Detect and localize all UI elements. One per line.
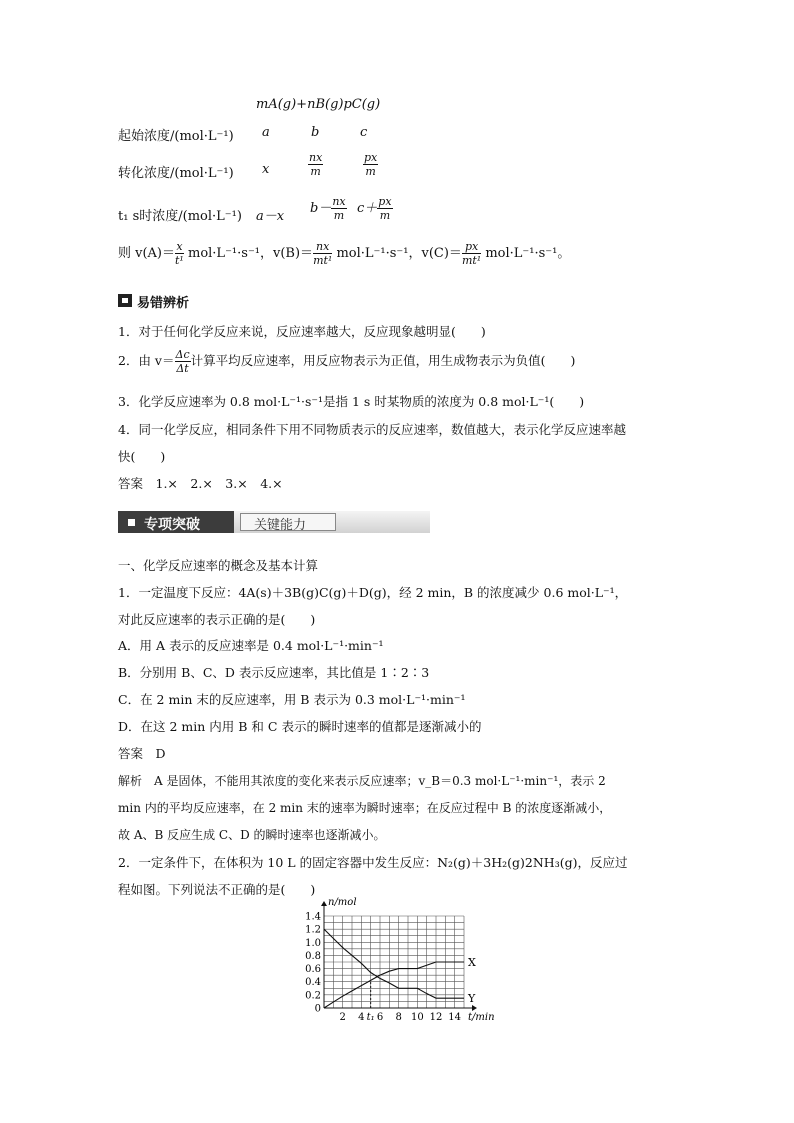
- banner-title: 专项突破: [144, 517, 200, 533]
- y-tick-label: 0.6: [305, 964, 321, 976]
- y-tick-label: 0.4: [305, 977, 321, 989]
- errors-answer: 答案 1.× 2.× 3.× 4.×: [118, 476, 283, 491]
- y-tick-label: 0: [314, 1003, 321, 1015]
- x-tick-label: 8: [395, 1012, 402, 1023]
- row-change-b-fraction: $\frac{nx}{m}$: [309, 151, 323, 178]
- error-item-3: 3．化学反应速率为 0.8 mol·L⁻¹·s⁻¹是指 1 s 时某物质的浓度为 0.8 mol·L⁻¹( ): [118, 394, 585, 409]
- row-change-c-fraction: $\frac{px}{m}$: [364, 151, 378, 178]
- error-item-4-line1: 4．同一化学反应，相同条件下用不同物质表示的反应速率，数值越大，表示化学反应速率越: [118, 422, 626, 437]
- mole-time-chart: [290, 897, 510, 1030]
- series-label-y: Y: [468, 992, 476, 1006]
- rate-formula-line: 则 v(A)＝ $\frac{x}{\text{t¹}}$ mol·L⁻¹·s⁻¹，v(B)＝ $\frac{nx}{\text{mt¹}}$ mol·L⁻¹·s⁻¹，v(C)＝ $\frac{px}{\text{mt¹}}$ mol·L⁻¹·s⁻¹。: [118, 240, 571, 267]
- option-b: B．分别用 B、C、D 表示反应速率，其比值是 1∶2∶3: [118, 665, 430, 680]
- x-tick-label: 2: [339, 1012, 346, 1023]
- y-tick-label: 1.2: [305, 924, 321, 936]
- option-c: C．在 2 min 末的反应速率，用 B 表示为 0.3 mol·L⁻¹·min⁻¹: [118, 692, 466, 707]
- row-t1-label: t₁ s时浓度/(mol·L⁻¹): [118, 209, 242, 224]
- row-t1-b: b－ $\frac{nx}{m}$: [310, 195, 346, 222]
- y-axis-arrow: [321, 901, 327, 906]
- y-tick-label: 1.4: [305, 911, 321, 923]
- row-t1-c: c＋ $\frac{px}{m}$: [357, 195, 392, 222]
- row-change-a: x: [262, 162, 270, 177]
- x-tick-label: 10: [410, 1012, 424, 1023]
- row-change-label: 转化浓度/(mol·L⁻¹): [118, 166, 234, 181]
- x-tick-label: 4: [358, 1012, 365, 1023]
- series-line-x: [324, 962, 464, 1008]
- row-t1-a: a－x: [256, 209, 285, 224]
- y-tick-label: 0.2: [305, 990, 321, 1002]
- explanation-line2: min 内的平均反应速率，在 2 min 末的速率为瞬时速率；在反应过程中 B 的浓度逐渐减小，: [118, 801, 612, 815]
- explanation-line1: 解析 A 是固体，不能用其浓度的变化来表示反应速率；v_B＝0.3 mol·L⁻¹·min⁻¹，表示 2: [118, 774, 606, 788]
- y-axis-label: n/mol: [328, 897, 357, 908]
- option-a: A．用 A 表示的反应速率是 0.4 mol·L⁻¹·min⁻¹: [118, 638, 384, 653]
- row-initial-c: c: [360, 125, 368, 140]
- x-tick-label: 14: [448, 1012, 462, 1023]
- problem2-line2: 程如图。下列说法不正确的是( ): [118, 882, 316, 897]
- section-marker-icon: [118, 294, 132, 307]
- error-item-4-line2: 快( ): [118, 449, 166, 464]
- section-title: 一、化学反应速率的概念及基本计算: [118, 558, 319, 573]
- row-initial-label: 起始浓度/(mol·L⁻¹): [118, 129, 234, 144]
- problem2-line1: 2．一定条件下，在体积为 10 L 的固定容器中发生反应：N₂(g)＋3H₂(g)2NH₃(g)，反应过: [118, 855, 628, 870]
- row-initial-a: a: [262, 125, 270, 140]
- banner-square-icon: [128, 519, 135, 526]
- section-banner: [118, 511, 430, 533]
- x-axis-arrow: [472, 1005, 477, 1011]
- x-axis-label: t/min: [468, 1012, 495, 1023]
- series-line-y: [324, 929, 464, 998]
- reaction-equation: mA(g)+nB(g)pC(g): [256, 97, 381, 112]
- series-label-x: X: [468, 956, 476, 969]
- problem1-line1: 1．一定温度下反应：4A(s)＋3B(g)C(g)＋D(g)，经 2 min，B 的浓度减少 0.6 mol·L⁻¹，: [118, 585, 628, 600]
- explanation-line3: 故 A、B 反应生成 C、D 的瞬时速率也逐渐减小。: [118, 828, 386, 842]
- y-tick-label: 0.8: [305, 950, 321, 962]
- banner-subtitle: 关键能力: [254, 518, 307, 533]
- x-tick-label: 6: [376, 1012, 384, 1023]
- option-d: D．在这 2 min 内用 B 和 C 表示的瞬时速率的值都是逐渐减小的: [118, 719, 482, 734]
- problem1-line2: 对此反应速率的表示正确的是( ): [118, 612, 316, 627]
- errors-heading: 易错辨析: [137, 296, 190, 311]
- error-item-2: 2．由 v＝ $\frac{\Delta c}{\Delta t}$ 计算平均反应速率，用反应物表示为正值，用生成物表示为负值( ): [118, 348, 576, 375]
- x-tick-label: t₁: [366, 1012, 375, 1023]
- error-item-1: 1．对于任何化学反应来说，反应速率越大，反应现象越明显( ): [118, 324, 486, 339]
- row-initial-b: b: [311, 125, 320, 140]
- problem1-answer: 答案 D: [118, 746, 166, 761]
- y-tick-label: 1.0: [305, 937, 321, 949]
- x-tick-label: 12: [429, 1012, 443, 1023]
